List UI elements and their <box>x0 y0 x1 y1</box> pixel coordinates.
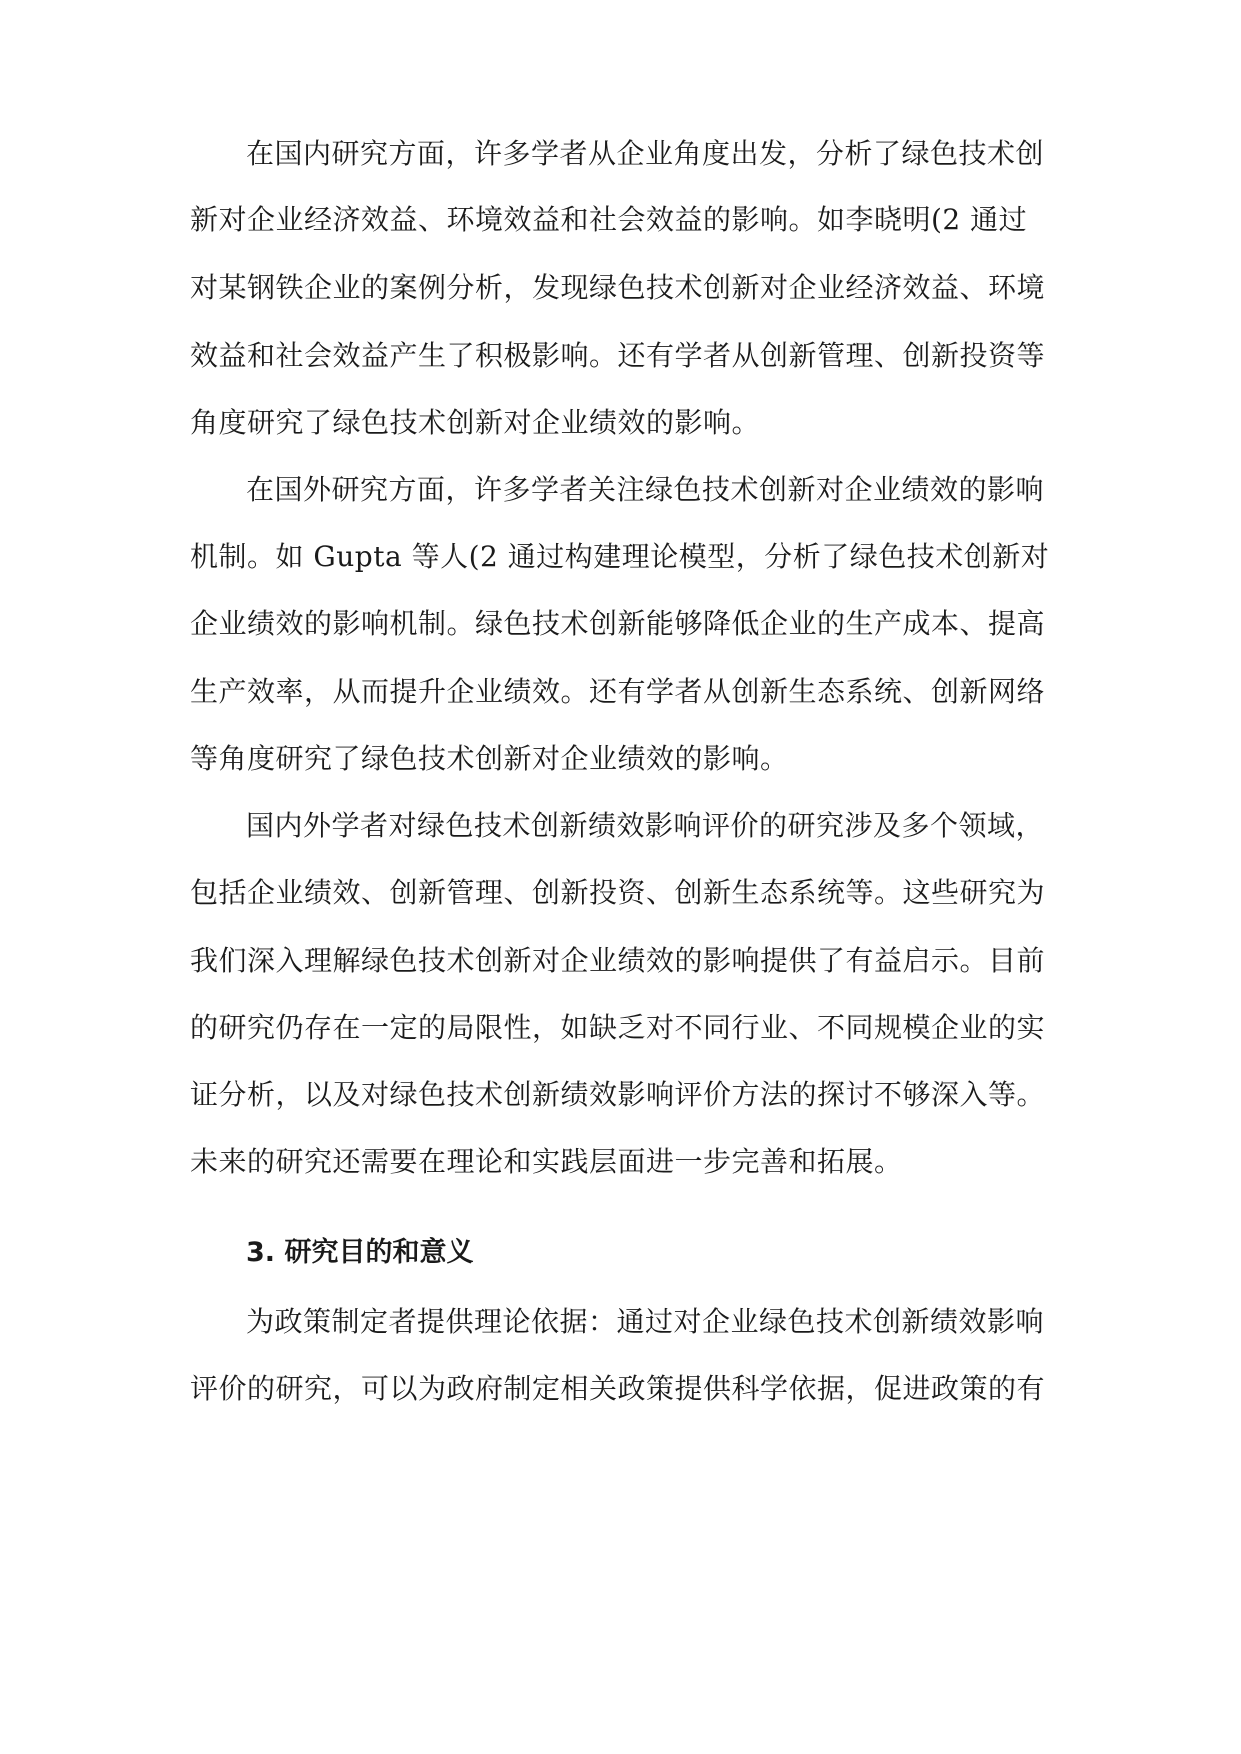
paragraph-2-line-5: 等角度研究了绿色技术创新对企业绩效的影响。 <box>190 742 789 775</box>
paragraph-2-line-1: 在国外研究方面，许多学者关注绿色技术创新对企业绩效的影响 <box>246 473 1045 506</box>
paragraph-3-line-6: 未来的研究还需要在理论和实践层面进一步完善和拓展。 <box>190 1145 903 1178</box>
paragraph-3-line-2: 包括企业绩效、创新管理、创新投资、创新生态系统等。这些研究为 <box>190 876 1046 909</box>
paragraph-1-line-4: 效益和社会效益产生了积极影响。还有学者从创新管理、创新投资等 <box>190 339 1046 372</box>
paragraph-3-line-3: 我们深入理解绿色技术创新对企业绩效的影响提供了有益启示。目前 <box>190 944 1046 977</box>
paragraph-2-line-3: 企业绩效的影响机制。绿色技术创新能够降低企业的生产成本、提高 <box>190 607 1046 640</box>
paragraph-2-line-4: 生产效率，从而提升企业绩效。还有学者从创新生态系统、创新网络 <box>190 675 1046 708</box>
section-heading: 3. 研究目的和意义 <box>246 1237 474 1268</box>
paragraph-1-line-3: 对某钢铁企业的案例分析，发现绿色技术创新对企业经济效益、环境 <box>190 271 1046 304</box>
paragraph-1-line-1: 在国内研究方面，许多学者从企业角度出发，分析了绿色技术创 <box>246 137 1045 170</box>
paragraph-3-line-5: 证分析，以及对绿色技术创新绩效影响评价方法的探讨不够深入等。 <box>190 1078 1046 1111</box>
paragraph-2-line-2: 机制。如 Gupta 等人(2 通过构建理论模型，分析了绿色技术创新对 <box>190 540 1050 573</box>
paragraph-3-line-1: 国内外学者对绿色技术创新绩效影响评价的研究涉及多个领域， <box>246 809 1045 842</box>
paragraph-4-line-1: 为政策制定者提供理论依据：通过对企业绿色技术创新绩效影响 <box>246 1305 1045 1338</box>
paragraph-1-line-5: 角度研究了绿色技术创新对企业绩效的影响。 <box>190 406 761 439</box>
paragraph-1-line-2: 新对企业经济效益、环境效益和社会效益的影响。如李晓明(2 通过 <box>190 203 1028 236</box>
paragraph-3-line-4: 的研究仍存在一定的局限性，如缺乏对不同行业、不同规模企业的实 <box>190 1011 1046 1044</box>
paragraph-4-line-2: 评价的研究，可以为政府制定相关政策提供科学依据，促进政策的有 <box>190 1372 1046 1405</box>
